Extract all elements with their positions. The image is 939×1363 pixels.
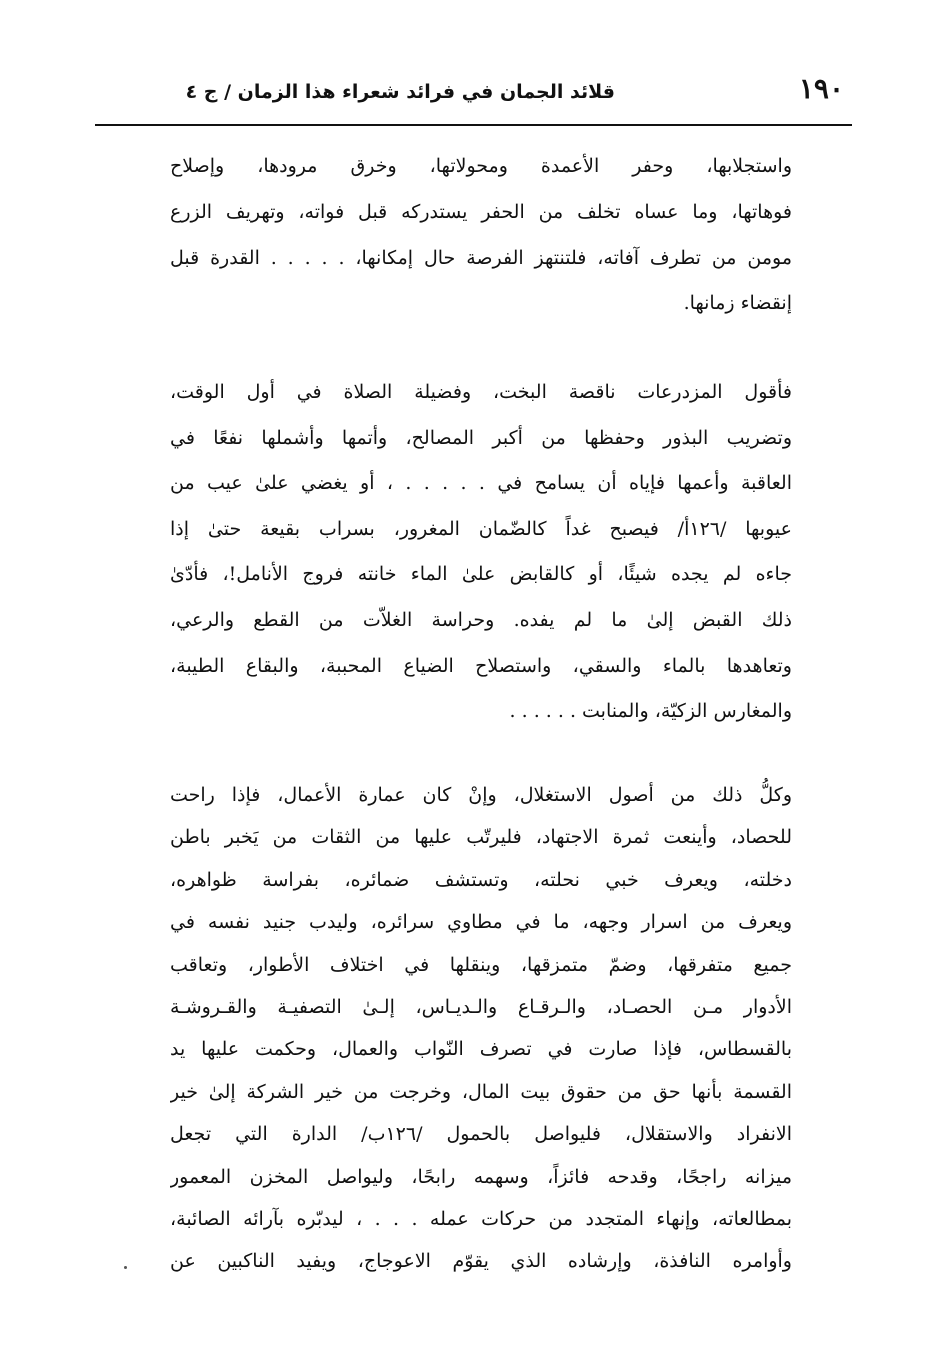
paragraph-1 [170,144,792,327]
text-line: عيوبها /١٢٦أ/ فيصبح غداً كالضّمان المغرور، بسراب بقيعة حتىٰ إذا [170,517,792,540]
text-line: الانفراد والاستقلال، فليواصل بالحمول /١٢٦ب/ الدارة التي تجعل [170,1123,792,1146]
text-line: بمطالعاته، وإنهاء المتجدد من حركات عمله . . . ، ليدبّره بآرائه الصائبة، [170,1207,792,1230]
text-line: ويعرف من اسرار وجهه، ما في مطاوي سرائره، وليدب جنيد نفسه في [170,911,792,934]
text-line: ذلك القبض إلىٰ ما لم يفده. وحراسة الغلاّت من القطع والرعي، [170,608,792,631]
text-line: للحصاد، وأينعت ثمرة الاجتهاد، فليرتّب عليها من الثقات من يَخبر باطن [170,826,792,849]
paragraph-2 [170,370,792,735]
text-line: وأوامره النافذة، وإرشاده الذي يقوّم الاعوجاج، ويفيد الناكبين عن [170,1250,792,1273]
text-line: جميع متفرقها، وضمّ متمزقها، وينقلها في اختلاف الأطوار، وتعاقب [170,953,792,976]
text-line: فأقول المزدرعات ناقصة البخت، وفضيلة الصلاة في أول الوقت، [170,381,792,403]
text-line: وتعاهدها بالماء والسقي، واستصلاح الضياع المحببة، والبقاع الطيبة، [170,654,792,677]
scan-speck [124,1266,127,1269]
text-line: العاقبة وأعمها فإياه أن يسامح في . . . . . ، أو يغضي علىٰ عيب من [170,472,792,495]
page-number: ١٩٠ [798,72,844,105]
text-line: واستجلابها، وحفر الأعمدة ومحولاتها، وخرق مرودها، وإصلاح [170,155,792,177]
running-title: قلائد الجمان في فرائد شعراء هذا الزمان / ج ٤ [185,81,615,103]
text-line: وكلُّ ذلك من أصول الاستغلال، وإنْ كان عمارة الأعمال، فإذا راحت [170,784,792,806]
text-line: بالقسطاس، فإذا صارت في تصرف النّواب والعمال، وحكمت عليها يد [170,1038,792,1061]
paragraph-3 [170,774,792,1283]
text-line: دخلته، ويعرف خبي نحلته، وتستشف ضمائره، بفراسة ظواهره، [170,868,792,891]
text-line: والمغارس الزكيّة، والمنابت . . . . . . [509,700,792,723]
page-header [95,68,852,126]
text-line: فوهاتها، وما عساه تخلف من الحفر يستدركه قبل فواته، وتهريف الزرع [170,200,792,223]
text-line: مومن من تطرف آفاته، فلتنتهز الفرصة حال إمكانها، . . . . . القدرة قبل [170,246,792,269]
text-line: جاءه لم يجده شيئًا، أو كالقابض علىٰ الماء خانته فروج الأنامل!، فأدّىٰ [170,563,792,586]
text-line: وتضريب البذور وحفظها من أكبر المصالح، وأتمها وأشملها نفعًا في [170,426,792,449]
text-line: الأدوار مـن الحصـاد، والـرقـاع والـديـاس، إلـىٰ التصفيـة والقـروشـة [170,995,792,1018]
text-line: إنقضاء زمانها. [683,292,792,315]
text-line: القسمة بأنها حق من حقوق بيت المال، وخرجت من خير الشركة إلىٰ خير [170,1080,792,1103]
text-line: ميزانه راجحًا، وقدحه فائزاً، وسهمه رابحًا، وليواصل المخزن المعمور [170,1165,792,1188]
